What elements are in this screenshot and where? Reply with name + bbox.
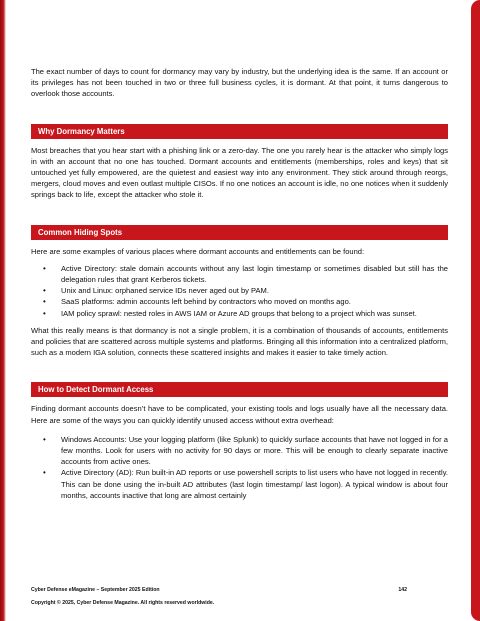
list-item: • SaaS platforms: admin accounts left behind by contractors who moved on months ago. [61, 296, 448, 307]
right-red-tab [471, 0, 480, 621]
section-heading-detect-dormant: How to Detect Dormant Access [31, 382, 448, 397]
page-footer [31, 587, 448, 606]
section-heading-hiding-spots: Common Hiding Spots [31, 225, 448, 240]
page-top-band [0, 0, 480, 12]
footer-edition: Cyber Defense eMagazine – September 2025 Edition [31, 587, 160, 593]
left-page-edge [0, 0, 6, 621]
hiding-spots-list [31, 263, 448, 319]
list-item: • IAM policy sprawl: nested roles in AWS IAM or Azure AD groups that belong to a project which was sunset. [61, 308, 448, 319]
detect-dormant-lead: Finding dormant accounts doesn’t have to be complicated, your existing tools and logs usually have all the necessary data. Here are some of the ways you can quickly identify unused access without extra overhead: [31, 404, 448, 425]
intro-paragraph: The exact number of days to count for dormancy may vary by industry, but the underlying idea is the same. If an account or its privileges has not been touched in two or three full business cycles, it is dormant. At that point, it turns dangerous to overlook those accounts. [31, 67, 448, 99]
footer-page-number: 142 [398, 587, 407, 593]
section-heading-why-dormancy: Why Dormancy Matters [31, 124, 448, 139]
footer-copyright: Copyright © 2025, Cyber Defense Magazine. All rights reserved worldwide. [31, 600, 215, 606]
list-item: • Windows Accounts: Use your logging platform (like Splunk) to quickly surface accounts that have not logged in for a few months. Look for users with no activity for 90 days or more. This will be enough to clearly separate inactive accounts from active ones. [61, 434, 448, 468]
why-dormancy-paragraph: Most breaches that you hear start with a phishing link or a zero-day. The one you rarely hear is the attacker who simply logs in with an account that no one has touched. Dormant accounts and entitlements (memberships, roles and keys) that sit untouched yet fully empowered, are the quietest and easiest way into any environment. They stick around through reorgs, mergers, cloud moves and even outlast multiple CISOs. If no one notices an account is idle, no one notices when it suddenly springs back to life, except the attacker who stole it. [31, 145, 448, 200]
list-item: • Active Directory (AD): Run built-in AD reports or use powershell scripts to list users who have not logged in recently. This can be done using the in-built AD attributes (last login timestamp/ last logon). A typical window is about four months, accounts inactive that long are almost certainly [61, 467, 448, 501]
hiding-spots-lead: Here are some examples of various places where dormant accounts and entitlements can be found: [31, 246, 365, 256]
article-body [31, 66, 448, 501]
hiding-spots-closing: What this really means is that dormancy is not a single problem, it is a combination of thousands of accounts, entitlements and policies that are scattered across multiple systems and platforms. Bringing all this information into a centralized platform, such as a modern IGA solution, connects these scattered insights and makes it easier to take timely action. [31, 325, 448, 358]
detect-dormant-list [31, 434, 448, 501]
list-item: • Unix and Linux: orphaned service IDs never aged out by PAM. [61, 285, 448, 296]
list-item: • Active Directory: stale domain accounts without any last login timestamp or sometimes disabled but still has the delegation rules that grant Kerberos tickets. [61, 263, 448, 285]
